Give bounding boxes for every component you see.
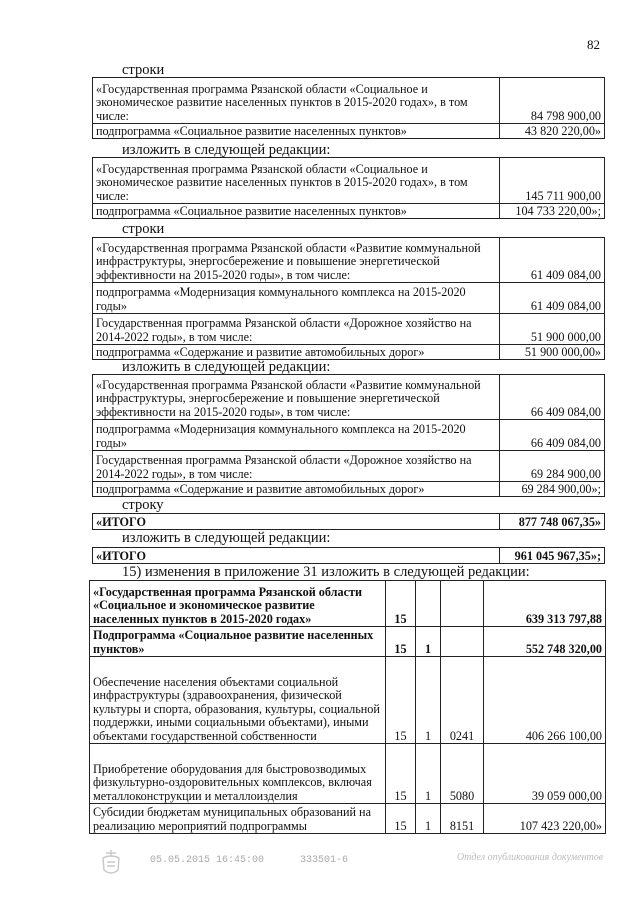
row-name: «Государственная программа Рязанской области «Социальное и экономическое развитие населенных пунктов в 2015-2020 годах», в том числе: [93,158,500,204]
heading-block1: строки [122,62,165,78]
table-row [93,204,605,219]
table-row [90,804,606,834]
table-row [90,657,606,744]
row-code-1: 15 [386,657,416,744]
row-amount: 69 284 900,00»; [500,482,605,497]
row-code-1: 15 [386,804,416,834]
row-name: Подпрограмма «Социальное развитие населенных пунктов» [90,627,386,657]
row-amount: 84 798 900,00 [500,78,605,124]
row-name: Субсидии бюджетам муниципальных образований на реализацию мероприятий подпрограммы [90,804,386,834]
table-block1 [92,77,605,139]
emblem-icon [98,848,124,878]
table-row [93,375,605,420]
row-amount: 39 059 000,00 [484,744,606,804]
row-amount: 107 423 220,00» [484,804,606,834]
footer-department-stamp: Отдел опубликования документов [456,852,604,863]
row-amount: 639 313 797,88 [484,581,606,627]
table-row [90,627,606,657]
table-appendix31 [89,580,606,834]
row-name: подпрограмма «Содержание и развитие автомобильных дорог» [93,482,500,497]
row-amount: 877 748 067,35» [500,514,605,530]
table-row [93,514,605,530]
row-code-2 [416,581,441,627]
table-block3 [92,237,605,360]
row-amount: 51 900 000,00 [500,314,605,345]
row-amount: 61 409 084,00 [500,238,605,283]
row-amount: 61 409 084,00 [500,283,605,314]
page-number: 82 [587,37,600,52]
table-block2 [92,157,605,219]
row-name: «Государственная программа Рязанской области «Социальное и экономическое развитие населенных пунктов в 2015-2020 годах» [90,581,386,627]
row-code-2: 1 [416,744,441,804]
heading-block4: изложить в следующей редакции: [122,359,331,375]
row-code-3: 8151 [441,804,484,834]
table-row [93,283,605,314]
table-row [90,744,606,804]
row-code-3 [441,627,484,657]
row-amount: 51 900 000,00» [500,345,605,360]
footer-stamp-line [150,855,348,866]
row-code-2: 1 [416,804,441,834]
row-amount: 406 266 100,00 [484,657,606,744]
row-name: Государственная программа Рязанской области «Дорожное хозяйство на 2014-2022 годы», в том числе: [93,451,500,482]
row-name: «ИТОГО [93,514,500,530]
heading-block3: строки [122,221,165,237]
row-name: «Государственная программа Рязанской области «Развитие коммунальной инфраструктуры, энергосбережение и повышение энергетической эффективности на 2015-2020 годы», в том числе: [93,238,500,283]
row-code-2: 1 [416,657,441,744]
table-row [93,482,605,497]
heading-block7: 15) изменения в приложение 31 изложить в следующей редакции: [122,564,530,580]
row-name: подпрограмма «Модернизация коммунального комплекса на 2015-2020 годы» [93,420,500,451]
row-amount: 66 409 084,00 [500,420,605,451]
row-code-1: 15 [386,581,416,627]
table-block6 [92,547,605,564]
table-row [93,124,605,139]
row-name: подпрограмма «Социальное развитие населенных пунктов» [93,124,500,139]
row-amount: 43 820 220,00» [500,124,605,139]
row-amount: 69 284 900,00 [500,451,605,482]
row-amount: 104 733 220,00»; [500,204,605,219]
table-row [93,548,605,564]
row-name: подпрограмма «Модернизация коммунального комплекса на 2015-2020 годы» [93,283,500,314]
row-code-3: 0241 [441,657,484,744]
row-amount: 961 045 967,35»; [500,548,605,564]
row-name: Приобретение оборудования для быстровозводимых физкультурно-оздоровительных комплексов, включая металлоконструкции и металлоизделия [90,744,386,804]
heading-block2: изложить в следующей редакции: [122,142,331,158]
footer-doc-id: 333501-6 [300,855,349,866]
table-row [93,158,605,204]
heading-block5: строку [122,497,164,513]
row-code-1: 15 [386,627,416,657]
table-block5 [92,513,605,530]
row-name: «ИТОГО [93,548,500,564]
footer-timestamp: 05.05.2015 16:45:00 [150,855,265,866]
table-row [93,345,605,360]
row-name: Обеспечение населения объектами социальной инфраструктуры (здравоохранения, физической культуры и спорта, образования, культуры, социальной поддержки, иными социальными объектами), иными объектами государственной собственности [90,657,386,744]
table-row [93,420,605,451]
row-name: подпрограмма «Содержание и развитие автомобильных дорог» [93,345,500,360]
row-name: «Государственная программа Рязанской области «Развитие коммунальной инфраструктуры, энергосбережение и повышение энергетической эффективности на 2015-2020 годы», в том числе: [93,375,500,420]
table-row [93,451,605,482]
row-code-3 [441,581,484,627]
table-block4 [92,374,605,497]
row-name: «Государственная программа Рязанской области «Социальное и экономическое развитие населенных пунктов в 2015-2020 годах», в том числе: [93,78,500,124]
row-name: Государственная программа Рязанской области «Дорожное хозяйство на 2014-2022 годы», в том числе: [93,314,500,345]
row-amount: 145 711 900,00 [500,158,605,204]
row-code-2: 1 [416,627,441,657]
row-name: подпрограмма «Социальное развитие населенных пунктов» [93,204,500,219]
table-row [93,78,605,124]
heading-block6: изложить в следующей редакции: [122,530,331,546]
table-row [90,581,606,627]
row-amount: 552 748 320,00 [484,627,606,657]
table-row [93,238,605,283]
row-code-1: 15 [386,744,416,804]
row-amount: 66 409 084,00 [500,375,605,420]
table-row [93,314,605,345]
row-code-3: 5080 [441,744,484,804]
